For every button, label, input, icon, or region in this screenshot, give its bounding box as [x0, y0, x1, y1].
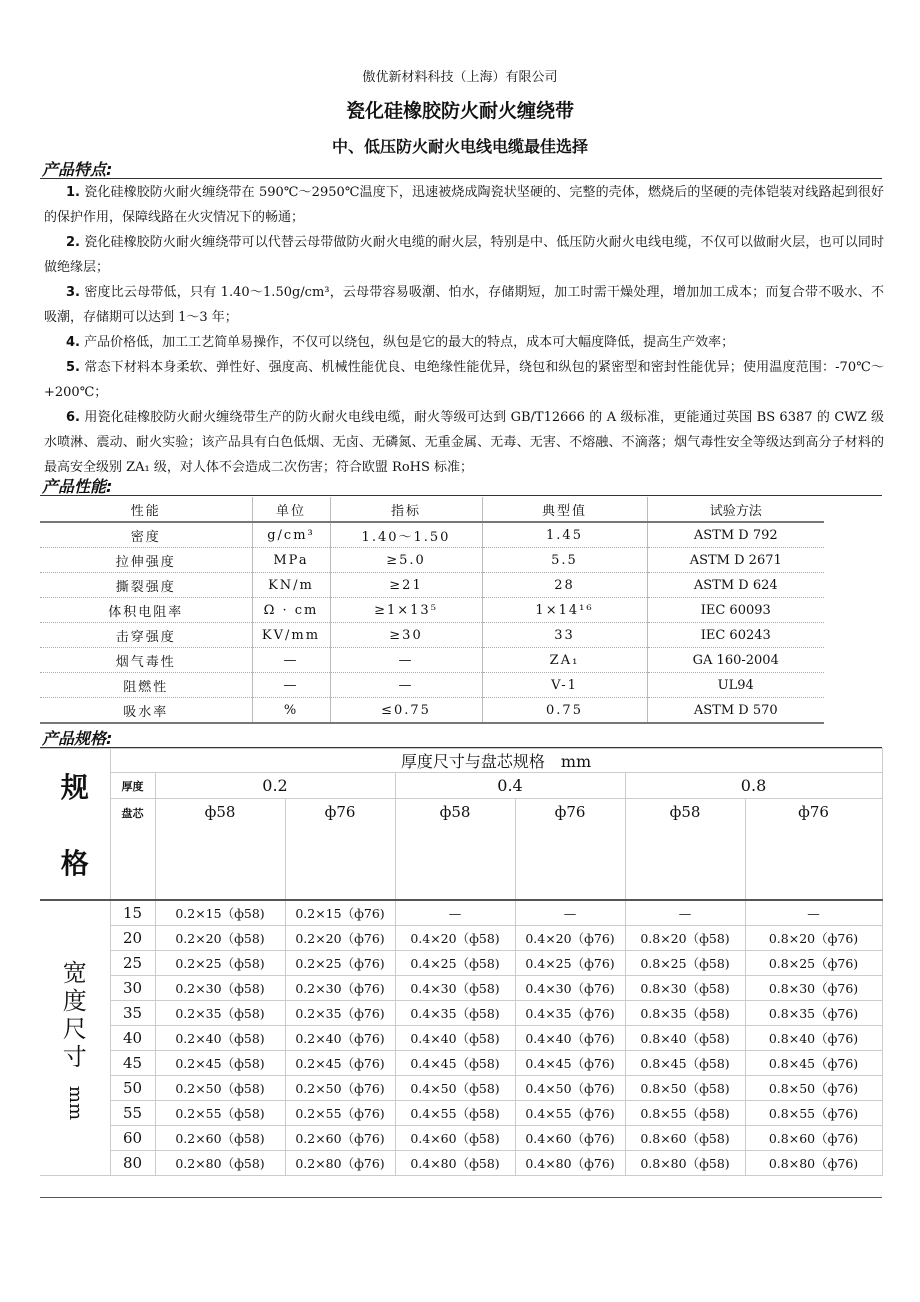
core-label: 盘芯	[110, 799, 155, 901]
table-cell: ≥21	[330, 573, 482, 598]
document-subtitle: 中、低压防火耐火电线电缆最佳选择	[331, 137, 588, 156]
feature-number: 2.	[66, 235, 80, 250]
column-header: 试验方法	[647, 497, 824, 522]
table-row	[40, 648, 824, 673]
column-header: 典型值	[482, 497, 647, 522]
table-cell: ≥5.0	[330, 548, 482, 573]
table-cell: 1×14¹⁶	[482, 598, 647, 623]
spec-cell: 0.8×40（ф76)	[745, 1026, 882, 1051]
spec-cell: 0.4×50（ф76)	[515, 1076, 625, 1101]
feature-item	[44, 180, 884, 230]
spec-cell: 0.4×45（ф58)	[395, 1051, 515, 1076]
table-row	[40, 900, 882, 926]
spec-cell: 0.4×30（ф58)	[395, 976, 515, 1001]
table-header-row	[40, 497, 824, 522]
table-cell: ≤0.75	[330, 698, 482, 724]
spec-cell: 0.4×50（ф58)	[395, 1076, 515, 1101]
table-cell: 1.40～1.50	[330, 522, 482, 548]
width-label-char: 尺	[62, 1015, 87, 1043]
spec-cell: 0.4×55（ф58)	[395, 1101, 515, 1126]
spec-cell: 0.8×50（ф76)	[745, 1076, 882, 1101]
spec-table-title: 厚度尺寸与盘芯规格 mm	[110, 749, 882, 773]
spec-cell: 0.2×60（ф58)	[155, 1126, 285, 1151]
table-cell: 5.5	[482, 548, 647, 573]
table-cell: UL94	[647, 673, 824, 698]
spec-cell: —	[745, 900, 882, 926]
table-cell: 0.75	[482, 698, 647, 724]
column-header: 指标	[330, 497, 482, 522]
spec-cell: 0.2×80（ф58)	[155, 1151, 285, 1176]
table-row	[40, 623, 824, 648]
spec-cell: 0.4×20（ф76)	[515, 926, 625, 951]
table-cell: %	[252, 698, 330, 724]
width-value: 80	[110, 1151, 155, 1176]
table-cell: —	[330, 648, 482, 673]
table-row	[40, 951, 882, 976]
spec-cell: 0.8×45（ф58)	[625, 1051, 745, 1076]
feature-item	[44, 355, 884, 405]
spec-cell: 0.2×35（ф58)	[155, 1001, 285, 1026]
footer-rule	[40, 1197, 882, 1198]
spec-label-char: 规	[60, 771, 89, 804]
width-value: 15	[110, 900, 155, 926]
thickness-label: 厚度	[110, 773, 155, 799]
core-value: ф76	[745, 799, 882, 901]
spec-cell: 0.4×80（ф76)	[515, 1151, 625, 1176]
spec-cell: —	[515, 900, 625, 926]
spec-label	[40, 749, 110, 901]
spec-cell: 0.8×80（ф58)	[625, 1151, 745, 1176]
width-label-char: mm	[64, 1085, 86, 1121]
table-cell: ASTM D 570	[647, 698, 824, 724]
divider	[40, 178, 882, 179]
spec-cell: 0.8×20（ф58)	[625, 926, 745, 951]
spec-cell: 0.2×20（ф58)	[155, 926, 285, 951]
spec-cell: 0.2×45（ф76)	[285, 1051, 395, 1076]
feature-number: 5.	[66, 360, 80, 375]
table-row	[40, 598, 824, 623]
feature-number: 3.	[66, 285, 80, 300]
width-label-char: 寸	[62, 1043, 87, 1071]
width-value: 40	[110, 1026, 155, 1051]
spec-cell: 0.8×30（ф76)	[745, 976, 882, 1001]
spec-cell: 0.8×30（ф58)	[625, 976, 745, 1001]
table-cell: 击穿强度	[40, 623, 252, 648]
core-value: ф76	[285, 799, 395, 901]
spec-cell: 0.2×60（ф76)	[285, 1126, 395, 1151]
width-label-char: 宽	[62, 959, 87, 987]
table-row	[40, 548, 824, 573]
spec-cell: 0.8×40（ф58)	[625, 1026, 745, 1051]
table-row	[40, 1076, 882, 1101]
feature-number: 1.	[66, 185, 80, 200]
spec-cell: 0.2×50（ф58)	[155, 1076, 285, 1101]
feature-item	[44, 280, 884, 330]
spec-cell: 0.8×35（ф76)	[745, 1001, 882, 1026]
feature-text: 密度比云母带低，只有 1.40～1.50g/cm³，云母带容易吸潮、怕水，存储期短，加工时需干燥处理，增加加工成本；而复合带不吸水、不吸潮，存储期可以达到 1～3 年；	[44, 285, 884, 325]
spec-cell: 0.4×60（ф76)	[515, 1126, 625, 1151]
spec-cell: 0.4×80（ф58)	[395, 1151, 515, 1176]
column-header: 单位	[252, 497, 330, 522]
spec-cell: 0.2×80（ф76)	[285, 1151, 395, 1176]
feature-number: 6.	[66, 410, 80, 425]
spec-cell: 0.2×15（ф76)	[285, 900, 395, 926]
feature-item	[44, 405, 884, 480]
table-cell: 阻燃性	[40, 673, 252, 698]
specs-heading: 产品规格:	[42, 729, 113, 748]
width-value: 35	[110, 1001, 155, 1026]
spec-cell: 0.4×25（ф76)	[515, 951, 625, 976]
core-value: ф58	[625, 799, 745, 901]
table-cell: IEC 60093	[647, 598, 824, 623]
divider	[40, 495, 882, 496]
spec-cell: —	[625, 900, 745, 926]
document-title: 瓷化硅橡胶防火耐火缠绕带	[345, 100, 574, 122]
column-header: 性能	[40, 497, 252, 522]
core-value: ф58	[155, 799, 285, 901]
table-row	[40, 1051, 882, 1076]
table-row	[40, 673, 824, 698]
company-name: 傲优新材料科技（上海）有限公司	[362, 70, 558, 85]
spec-cell: 0.8×25（ф76)	[745, 951, 882, 976]
spec-cell: 0.4×40（ф58)	[395, 1026, 515, 1051]
table-cell: 拉伸强度	[40, 548, 252, 573]
spec-cell: 0.4×30（ф76)	[515, 976, 625, 1001]
table-row	[40, 573, 824, 598]
table-cell: ASTM D 2671	[647, 548, 824, 573]
performance-table	[40, 497, 824, 724]
table-row	[40, 522, 824, 548]
spec-cell: 0.2×20（ф76)	[285, 926, 395, 951]
spec-cell: —	[395, 900, 515, 926]
thickness-value: 0.4	[395, 773, 625, 799]
table-cell: ASTM D 624	[647, 573, 824, 598]
table-cell: Ω · cm	[252, 598, 330, 623]
spec-cell: 0.8×45（ф76)	[745, 1051, 882, 1076]
table-cell: 密度	[40, 522, 252, 548]
spec-cell: 0.4×35（ф58)	[395, 1001, 515, 1026]
spec-cell: 0.4×25（ф58)	[395, 951, 515, 976]
core-value: ф58	[395, 799, 515, 901]
spec-cell: 0.2×55（ф58)	[155, 1101, 285, 1126]
thickness-value: 0.8	[625, 773, 882, 799]
features-heading: 产品特点:	[42, 160, 113, 179]
specs-table	[40, 748, 883, 1176]
thickness-row	[40, 773, 882, 799]
table-cell: IEC 60243	[647, 623, 824, 648]
width-value: 60	[110, 1126, 155, 1151]
feature-text: 常态下材料本身柔软、弹性好、强度高、机械性能优良、电绝缘性能优异，绕包和纵包的紧密型和密封性能优异；使用温度范围：-70℃～+200℃；	[44, 360, 884, 400]
table-cell: V-1	[482, 673, 647, 698]
table-cell: ASTM D 792	[647, 522, 824, 548]
table-row	[40, 1101, 882, 1126]
feature-text: 瓷化硅橡胶防火耐火缠绕带在 590℃～2950℃温度下，迅速被烧成陶瓷状坚硬的、完整的壳体，燃烧后的坚硬的壳体铠装对线路起到很好的保护作用，保障线路在火灾情况下的畅通；	[44, 185, 884, 225]
table-cell: 吸水率	[40, 698, 252, 724]
core-value: ф76	[515, 799, 625, 901]
table-cell: 28	[482, 573, 647, 598]
spec-cell: 0.8×25（ф58)	[625, 951, 745, 976]
spec-cell: 0.8×55（ф76)	[745, 1101, 882, 1126]
spec-cell: 0.4×60（ф58)	[395, 1126, 515, 1151]
features-list	[44, 180, 884, 480]
feature-text: 用瓷化硅橡胶防火耐火缠绕带生产的防火耐火电线电缆，耐火等级可达到 GB/T12666 的 A 级标准，更能通过英国 BS 6387 的 CWZ 级水喷淋、震动、耐火实验；该产品具有白色低烟、无卤、无磷氮、无重金属、无毒、无害、不熔融、不滴落；烟气毒性安全等级达到高分子材料的最高安全级别 ZA₁ 级，对人体不会造成二次伤害；符合欧盟 RoHS 标准；	[44, 410, 884, 475]
feature-item	[44, 330, 884, 355]
table-cell: 1.45	[482, 522, 647, 548]
spec-cell: 0.2×45（ф58)	[155, 1051, 285, 1076]
width-value: 20	[110, 926, 155, 951]
spec-label-char: 格	[60, 847, 89, 880]
spec-cell: 0.2×40（ф58)	[155, 1026, 285, 1051]
table-cell: KV/mm	[252, 623, 330, 648]
spec-title-row	[40, 749, 882, 773]
table-cell: g/cm³	[252, 522, 330, 548]
thickness-value: 0.2	[155, 773, 395, 799]
spec-cell: 0.8×60（ф58)	[625, 1126, 745, 1151]
feature-item	[44, 230, 884, 280]
spec-cell: 0.8×60（ф76)	[745, 1126, 882, 1151]
width-value: 25	[110, 951, 155, 976]
spec-cell: 0.2×25（ф58)	[155, 951, 285, 976]
performance-heading: 产品性能:	[42, 477, 113, 496]
table-cell: 33	[482, 623, 647, 648]
spec-cell: 0.8×50（ф58)	[625, 1076, 745, 1101]
spec-cell: 0.2×30（ф58)	[155, 976, 285, 1001]
spec-cell: 0.4×35（ф76)	[515, 1001, 625, 1026]
table-cell: ≥1×13⁵	[330, 598, 482, 623]
spec-cell: 0.4×40（ф76)	[515, 1026, 625, 1051]
table-row	[40, 926, 882, 951]
spec-cell: 0.4×55（ф76)	[515, 1101, 625, 1126]
table-cell: GA 160-2004	[647, 648, 824, 673]
table-cell: 体积电阻率	[40, 598, 252, 623]
spec-cell: 0.2×35（ф76)	[285, 1001, 395, 1026]
table-cell: KN/m	[252, 573, 330, 598]
width-value: 30	[110, 976, 155, 1001]
width-label	[40, 900, 110, 1176]
spec-cell: 0.2×50（ф76)	[285, 1076, 395, 1101]
table-row	[40, 1026, 882, 1051]
table-cell: ZA₁	[482, 648, 647, 673]
table-row	[40, 1151, 882, 1176]
width-value: 50	[110, 1076, 155, 1101]
width-label-char: 度	[62, 987, 87, 1015]
spec-cell: 0.2×40（ф76)	[285, 1026, 395, 1051]
spec-cell: 0.4×20（ф58)	[395, 926, 515, 951]
table-cell: —	[252, 673, 330, 698]
spec-cell: 0.8×35（ф58)	[625, 1001, 745, 1026]
width-value: 45	[110, 1051, 155, 1076]
table-cell: ≥30	[330, 623, 482, 648]
feature-text: 瓷化硅橡胶防火耐火缠绕带可以代替云母带做防火耐火电缆的耐火层，特别是中、低压防火耐火电线电缆，不仅可以做耐火层，也可以同时做绝缘层；	[44, 235, 884, 275]
table-row	[40, 1126, 882, 1151]
width-value: 55	[110, 1101, 155, 1126]
feature-text: 产品价格低，加工工艺简单易操作，不仅可以绕包，纵包是它的最大的特点，成本可大幅度降低，提高生产效率；	[84, 335, 735, 350]
table-cell: —	[330, 673, 482, 698]
table-cell: MPa	[252, 548, 330, 573]
table-row	[40, 976, 882, 1001]
feature-number: 4.	[66, 335, 80, 350]
spec-cell: 0.8×55（ф58)	[625, 1101, 745, 1126]
core-row	[40, 799, 882, 901]
spec-cell: 0.2×30（ф76)	[285, 976, 395, 1001]
table-row	[40, 1001, 882, 1026]
spec-cell: 0.4×45（ф76)	[515, 1051, 625, 1076]
table-cell: 烟气毒性	[40, 648, 252, 673]
spec-cell: 0.2×15（ф58)	[155, 900, 285, 926]
table-cell: 撕裂强度	[40, 573, 252, 598]
table-row	[40, 698, 824, 724]
spec-cell: 0.8×80（ф76)	[745, 1151, 882, 1176]
spec-cell: 0.8×20（ф76)	[745, 926, 882, 951]
table-cell: —	[252, 648, 330, 673]
spec-cell: 0.2×55（ф76)	[285, 1101, 395, 1126]
spec-cell: 0.2×25（ф76)	[285, 951, 395, 976]
